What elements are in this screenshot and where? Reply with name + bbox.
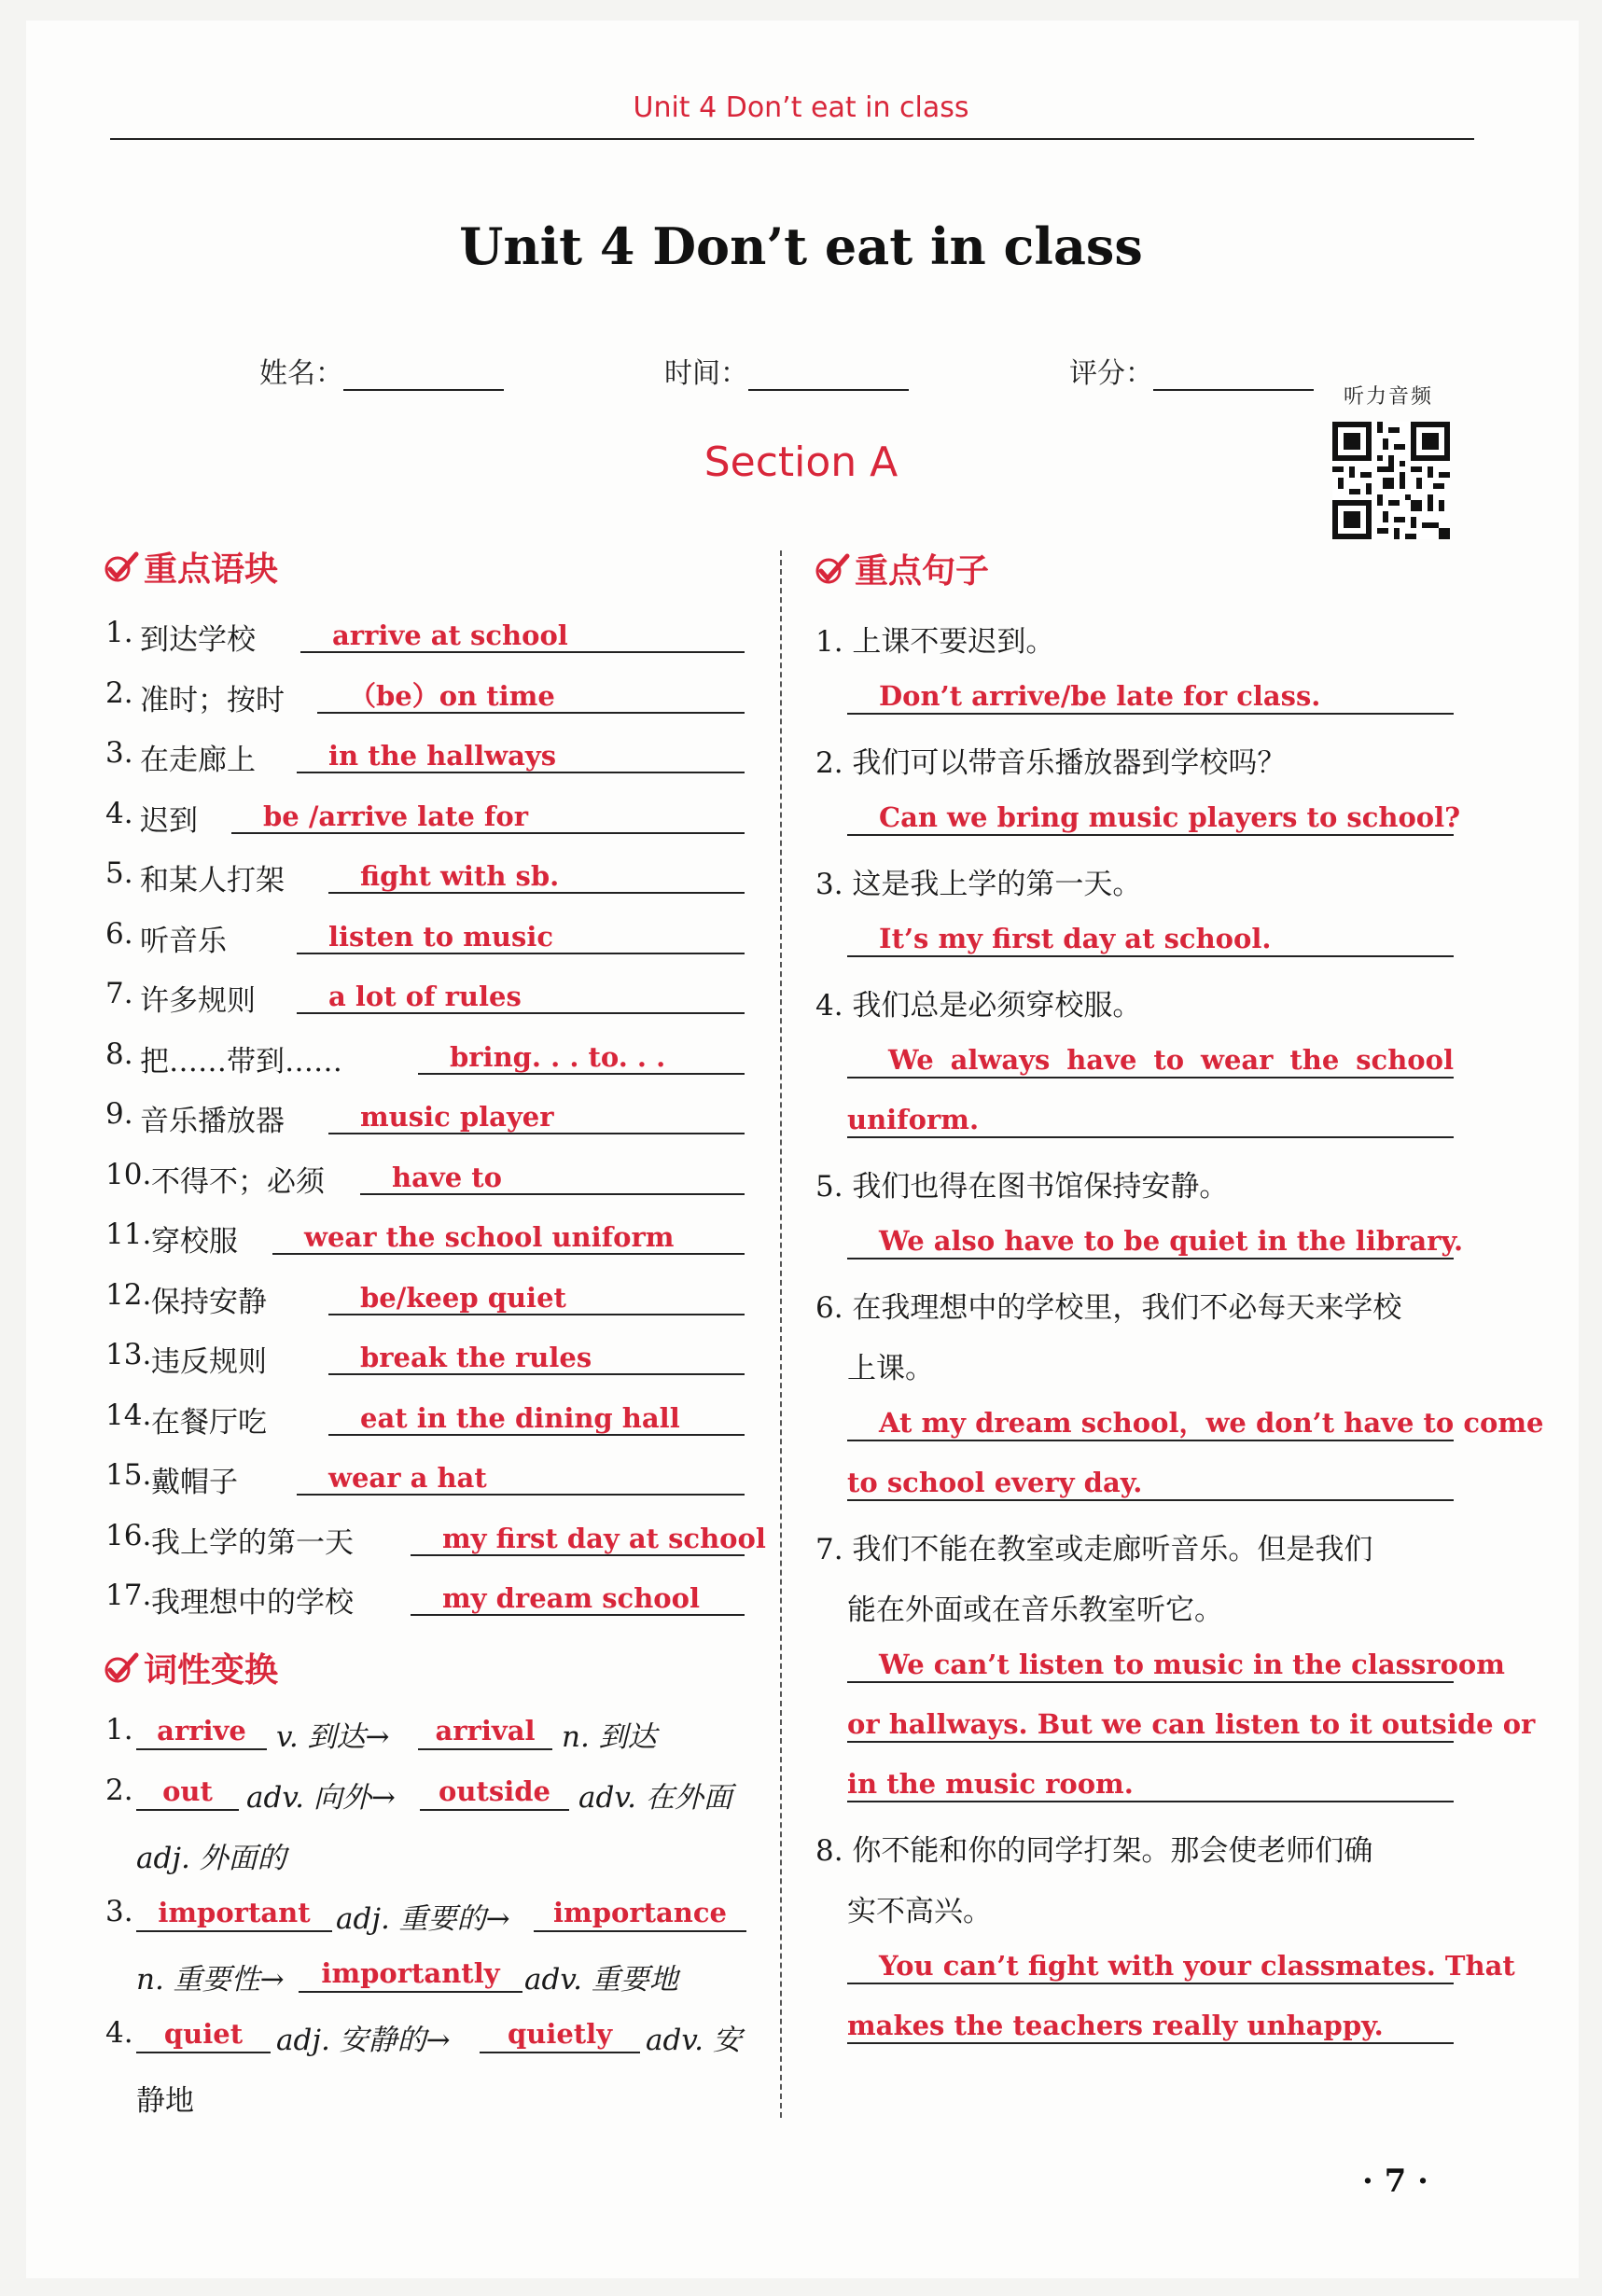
sentence-answer[interactable]: or hallways. But we can listen to it outside or bbox=[847, 1705, 1454, 1743]
phrase-chinese: 和某人打架 bbox=[140, 864, 285, 898]
phrase-chinese: 音乐播放器 bbox=[140, 1105, 285, 1138]
wordform-number: 1. bbox=[105, 1713, 133, 1746]
wordform-text: adv. 向外→ bbox=[246, 1781, 396, 1815]
sentence-answer[interactable]: makes the teachers really unhappy. bbox=[847, 2007, 1454, 2044]
sentence-prompt: 8. 你不能和你的同学打架。那会使老师们确 bbox=[815, 1834, 1373, 1868]
wordform-answer[interactable]: importantly bbox=[299, 1955, 522, 1993]
running-header: Unit 4 Don’t eat in class bbox=[633, 91, 969, 124]
sentence-prompt: 2. 我们可以带音乐播放器到学校吗？ bbox=[815, 746, 1287, 780]
phrase-chinese: 迟到 bbox=[140, 804, 198, 838]
wordform-text: adv. 安 bbox=[646, 2024, 742, 2057]
wordform-answer[interactable]: arrive bbox=[136, 1713, 267, 1750]
phrase-answer[interactable]: bring. . . to. . . bbox=[418, 1039, 745, 1075]
phrase-prompt: 9. bbox=[105, 1097, 133, 1131]
sentence-answer[interactable]: Can we bring music players to school? bbox=[847, 799, 1454, 836]
section-title: Section A bbox=[703, 438, 899, 486]
wordform-number: 2. bbox=[105, 1774, 133, 1807]
wordform-answer[interactable]: quietly bbox=[480, 2016, 640, 2053]
phrase-answer[interactable]: my first day at school bbox=[411, 1521, 745, 1556]
wordform-text: 静地 bbox=[136, 2084, 194, 2118]
sentence-answer[interactable]: At my dream school，we don’t have to come bbox=[847, 1404, 1454, 1441]
sentence-prompt: 能在外面或在音乐教室听它。 bbox=[847, 1593, 1223, 1627]
wordform-text: v. 到达→ bbox=[276, 1720, 390, 1754]
checkmark-icon bbox=[814, 552, 851, 586]
sentence-answer[interactable]: in the music room. bbox=[847, 1765, 1454, 1802]
phrase-answer[interactable]: wear a hat bbox=[297, 1460, 745, 1496]
wordforms-heading-text: 词性变换 bbox=[144, 1651, 279, 1690]
phrase-prompt: 12. bbox=[105, 1278, 152, 1312]
wordform-text: adv. 重要地 bbox=[524, 1963, 678, 1997]
wordform-text: n. 到达 bbox=[562, 1720, 657, 1754]
phrase-prompt: 3. bbox=[105, 736, 133, 770]
phrase-answer[interactable]: be /arrive late for bbox=[231, 799, 745, 834]
phrase-chinese: 我上学的第一天 bbox=[151, 1526, 354, 1560]
sentence-prompt: 4. 我们总是必须穿校服。 bbox=[815, 989, 1142, 1023]
phrase-chinese: 违反规则 bbox=[151, 1345, 267, 1379]
phrase-chinese: 在走廊上 bbox=[140, 744, 256, 777]
wordform-answer[interactable]: importance bbox=[534, 1895, 746, 1932]
sentence-prompt: 上课。 bbox=[847, 1352, 934, 1385]
sentences-heading-text: 重点句子 bbox=[855, 552, 990, 591]
sentence-answer[interactable]: We always have to wear the school bbox=[847, 1041, 1454, 1078]
header-rule bbox=[110, 138, 1474, 140]
phrase-prompt: 5. bbox=[105, 856, 133, 890]
sentence-prompt: 3. 这是我上学的第一天。 bbox=[815, 868, 1142, 901]
phrase-prompt: 6. bbox=[105, 917, 133, 951]
sentence-answer[interactable]: We can’t listen to music in the classroom bbox=[847, 1646, 1454, 1683]
phrase-prompt: 1. bbox=[105, 616, 133, 649]
checkmark-icon bbox=[103, 550, 140, 584]
sentence-prompt: 5. 我们也得在图书馆保持安静。 bbox=[815, 1170, 1229, 1204]
sentence-answer[interactable]: to school every day. bbox=[847, 1464, 1454, 1501]
wordform-answer[interactable]: important bbox=[136, 1895, 332, 1932]
time-blank[interactable] bbox=[748, 355, 909, 391]
phrase-answer[interactable]: （be）on time bbox=[317, 678, 745, 714]
phrase-answer[interactable]: have to bbox=[360, 1160, 745, 1195]
phrase-chinese: 听音乐 bbox=[140, 925, 227, 958]
checkmark-icon bbox=[103, 1651, 140, 1685]
sentence-prompt: 6. 在我理想中的学校里，我们不必每天来学校 bbox=[815, 1291, 1402, 1325]
sentence-prompt: 7. 我们不能在教室或走廊听音乐。但是我们 bbox=[815, 1533, 1373, 1566]
phrase-answer[interactable]: break the rules bbox=[328, 1340, 745, 1375]
name-field bbox=[259, 350, 504, 391]
phrase-answer[interactable]: in the hallways bbox=[297, 738, 745, 773]
phrase-prompt: 15. bbox=[105, 1458, 152, 1492]
phrases-heading-text: 重点语块 bbox=[144, 550, 279, 589]
wordform-answer[interactable]: out bbox=[136, 1774, 239, 1811]
page-number: · 7 · bbox=[1362, 2163, 1429, 2200]
sentence-answer[interactable]: uniform. bbox=[847, 1101, 1454, 1138]
sentence-answer[interactable]: It’s my first day at school. bbox=[847, 920, 1454, 957]
phrase-answer[interactable]: a lot of rules bbox=[297, 979, 745, 1014]
unit-title: Unit 4 Don’t eat in class bbox=[459, 216, 1143, 276]
sentence-prompt: 1. 上课不要迟到。 bbox=[815, 625, 1055, 659]
phrase-chinese: 在餐厅吃 bbox=[151, 1406, 267, 1440]
score-field bbox=[1069, 350, 1314, 391]
sentence-answer[interactable]: Don’t arrive/be late for class. bbox=[847, 677, 1454, 715]
phrase-answer[interactable]: eat in the dining hall bbox=[328, 1400, 745, 1436]
phrase-chinese: 到达学校 bbox=[140, 623, 256, 657]
phrase-prompt: 10. bbox=[105, 1158, 152, 1191]
wordforms-heading bbox=[103, 1644, 278, 1691]
audio-label: 听力音频 bbox=[1344, 385, 1434, 409]
name-label: 姓名： bbox=[259, 357, 343, 390]
column-divider bbox=[780, 550, 782, 2118]
phrase-prompt: 2. bbox=[105, 676, 133, 710]
phrase-answer[interactable]: my dream school bbox=[411, 1580, 745, 1616]
wordform-answer[interactable]: outside bbox=[420, 1774, 569, 1811]
phrase-prompt: 17. bbox=[105, 1579, 152, 1612]
wordform-text: adj. 重要的→ bbox=[336, 1902, 510, 1936]
score-blank[interactable] bbox=[1153, 355, 1314, 391]
phrase-chinese: 穿校服 bbox=[151, 1225, 238, 1259]
phrase-answer[interactable]: arrive at school bbox=[300, 618, 745, 653]
phrase-answer[interactable]: wear the school uniform bbox=[272, 1219, 745, 1255]
score-label: 评分： bbox=[1069, 357, 1153, 390]
phrase-chinese: 戴帽子 bbox=[151, 1466, 238, 1499]
phrase-prompt: 8. bbox=[105, 1037, 133, 1071]
phrase-chinese: 我理想中的学校 bbox=[151, 1586, 354, 1620]
phrase-prompt: 4. bbox=[105, 797, 133, 830]
sentences-heading bbox=[814, 545, 989, 592]
phrase-chinese: 把……带到…… bbox=[140, 1045, 342, 1078]
sentence-answer[interactable]: We also have to be quiet in the library. bbox=[847, 1222, 1454, 1259]
wordform-number: 4. bbox=[105, 2016, 133, 2050]
sentence-prompt: 实不高兴。 bbox=[847, 1895, 992, 1928]
phrase-prompt: 14. bbox=[105, 1398, 152, 1432]
time-field bbox=[664, 350, 909, 391]
phrase-prompt: 7. bbox=[105, 977, 133, 1010]
wordform-text: adj. 外面的 bbox=[136, 1842, 286, 1875]
wordform-text: adv. 在外面 bbox=[578, 1781, 732, 1815]
phrase-answer[interactable]: music player bbox=[328, 1099, 745, 1134]
phrases-heading bbox=[103, 543, 278, 591]
wordform-number: 3. bbox=[105, 1895, 133, 1928]
wordform-text: adj. 安静的→ bbox=[276, 2024, 451, 2057]
sentence-answer[interactable]: You can’t fight with your classmates. That bbox=[847, 1947, 1454, 1984]
name-blank[interactable] bbox=[343, 355, 504, 391]
phrase-answer[interactable]: fight with sb. bbox=[328, 858, 745, 894]
phrase-chinese: 许多规则 bbox=[140, 984, 256, 1018]
phrase-prompt: 11. bbox=[105, 1218, 152, 1251]
phrase-chinese: 准时；按时 bbox=[140, 684, 285, 717]
wordform-text: n. 重要性→ bbox=[136, 1963, 285, 1997]
phrase-prompt: 13. bbox=[105, 1338, 152, 1371]
phrase-prompt: 16. bbox=[105, 1519, 152, 1552]
phrase-answer[interactable]: be/keep quiet bbox=[328, 1280, 745, 1315]
time-label: 时间： bbox=[664, 357, 748, 390]
phrase-chinese: 保持安静 bbox=[151, 1286, 267, 1319]
wordform-answer[interactable]: quiet bbox=[136, 2016, 271, 2053]
phrase-answer[interactable]: listen to music bbox=[297, 919, 745, 954]
phrase-chinese: 不得不；必须 bbox=[151, 1165, 325, 1199]
wordform-answer[interactable]: arrival bbox=[418, 1713, 552, 1750]
